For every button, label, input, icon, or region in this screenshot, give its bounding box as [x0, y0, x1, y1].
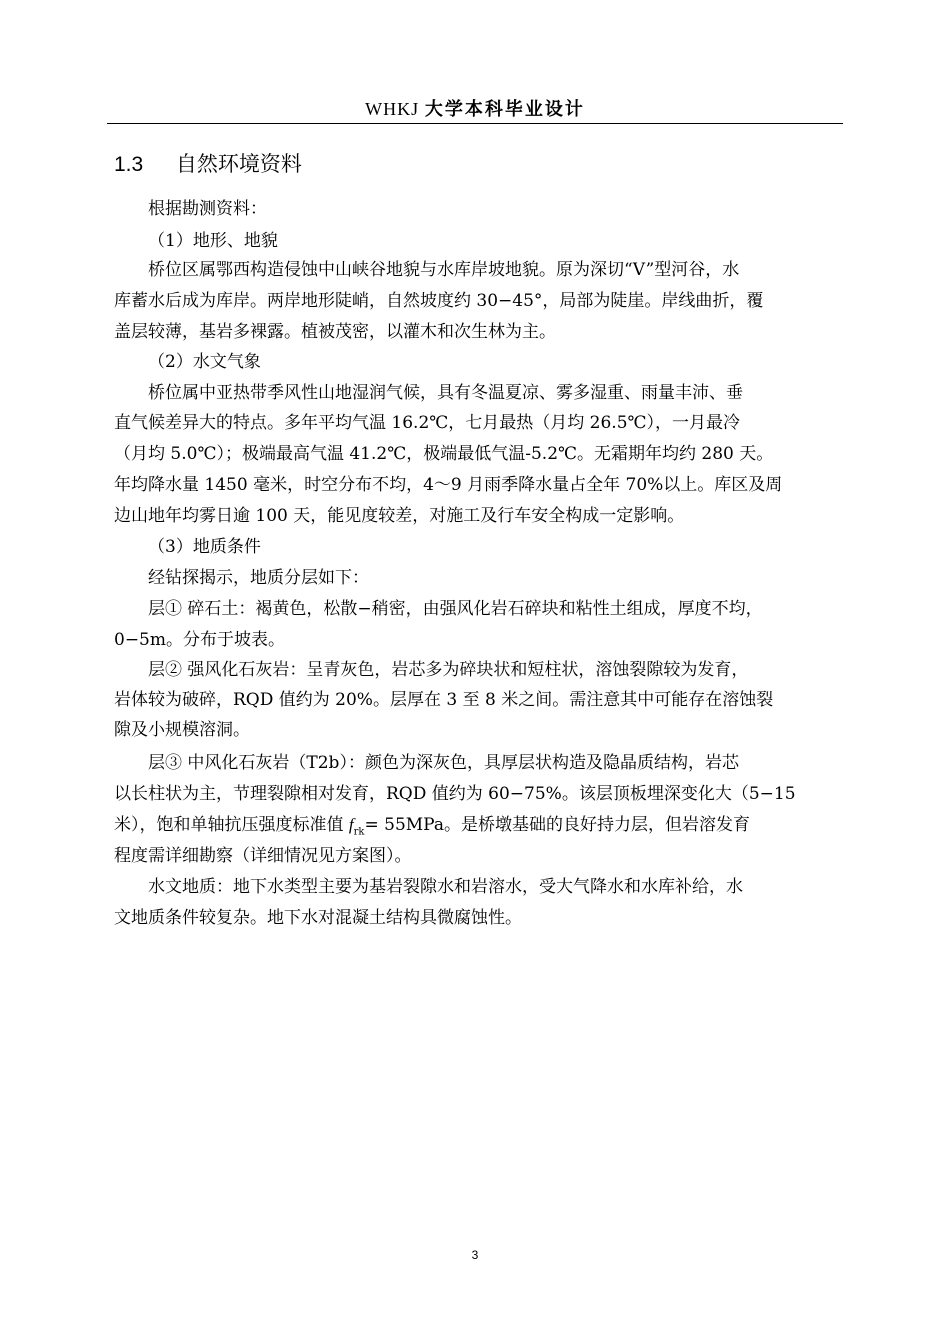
layer-3-line [114, 813, 750, 844]
paragraph-line: 经钻探揭示，地质分层如下： [148, 568, 369, 588]
formula-symbol: f [348, 815, 354, 834]
layer-3-line: 程度需详细勘察（详细情况见方案图）。 [114, 846, 412, 866]
subheading-geology: （3）地质条件 [148, 537, 261, 557]
paragraph-line: 盖层较薄，基岩多裸露。植被茂密，以灌木和次生林为主。 [114, 322, 556, 342]
page-number: 3 [471, 1248, 479, 1262]
layer-2-line: 层② 强风化石灰岩：呈青灰色，岩芯多为碎块状和短柱状，溶蚀裂隙较为发育， [148, 660, 749, 680]
header-title: 大学本科毕业设计 [424, 99, 585, 120]
hydrogeology-line: 文地质条件较复杂。地下水对混凝土结构具微腐蚀性。 [114, 908, 522, 928]
paragraph-line: 桥位属中亚热带季风性山地湿润气候，具有冬温夏凉、雾多湿重、雨量丰沛、垂 [148, 383, 743, 403]
subheading-terrain: （1）地形、地貌 [148, 231, 278, 251]
layer-1-line: 层① 碎石土：褐黄色，松散−稍密，由强风化岩石碎块和粘性土组成，厚度不均， [148, 599, 763, 619]
paragraph-line: 年均降水量 1450 毫米，时空分布不均，4～9 月雨季降水量占全年 70%以上。库区及周 [114, 475, 783, 495]
layer-3-text: 米），饱和单轴抗压强度标准值 [114, 815, 349, 835]
subheading-hydrology: （2）水文气象 [148, 352, 261, 372]
layer-3-text: = 55MPa。是桥墩基础的良好持力层，但岩溶发育 [364, 815, 750, 835]
layer-2-line: 隙及小规模溶洞。 [114, 720, 250, 740]
intro-line: 根据勘测资料： [148, 199, 267, 219]
section-title: 自然环境资料 [175, 152, 302, 176]
paragraph-line: （月均 5.0℃）；极端最高气温 41.2℃，极端最低气温-5.2℃。无霜期年均约 280 天。 [114, 444, 774, 464]
layer-2-line: 岩体较为破碎，RQD 值约为 20%。层厚在 3 至 8 米之间。需注意其中可能存在溶蚀裂 [114, 690, 774, 710]
header-latin: WHKJ [365, 99, 420, 119]
layer-1-line: 0−5m。分布于坡表。 [114, 630, 285, 650]
section-number: 1.3 [114, 153, 144, 176]
section-heading [114, 150, 302, 179]
page-header [107, 96, 843, 122]
layer-3-line: 以长柱状为主，节理裂隙相对发育，RQD 值约为 60−75%。该层顶板埋深变化大（5−15 [114, 784, 796, 804]
paragraph-line: 库蓄水后成为库岸。两岸地形陡峭，自然坡度约 30−45°，局部为陡崖。岸线曲折，覆 [114, 291, 764, 311]
paragraph-line: 边山地年均雾日逾 100 天，能见度较差，对施工及行车安全构成一定影响。 [114, 506, 685, 526]
paragraph-line: 桥位区属鄂西构造侵蚀中山峡谷地貌与水库岸坡地貌。原为深切“V”型河谷，水 [148, 260, 740, 280]
header-rule [107, 123, 843, 124]
paragraph-line: 直气候差异大的特点。多年平均气温 16.2℃，七月最热（月均 26.5℃），一月最冷 [114, 413, 741, 433]
hydrogeology-line: 水文地质：地下水类型主要为基岩裂隙水和岩溶水，受大气降水和水库补给，水 [148, 877, 743, 897]
layer-3-line: 层③ 中风化石灰岩（T2b）：颜色为深灰色，具厚层状构造及隐晶质结构，岩芯 [148, 753, 739, 773]
formula-subscript: rk [353, 826, 365, 838]
